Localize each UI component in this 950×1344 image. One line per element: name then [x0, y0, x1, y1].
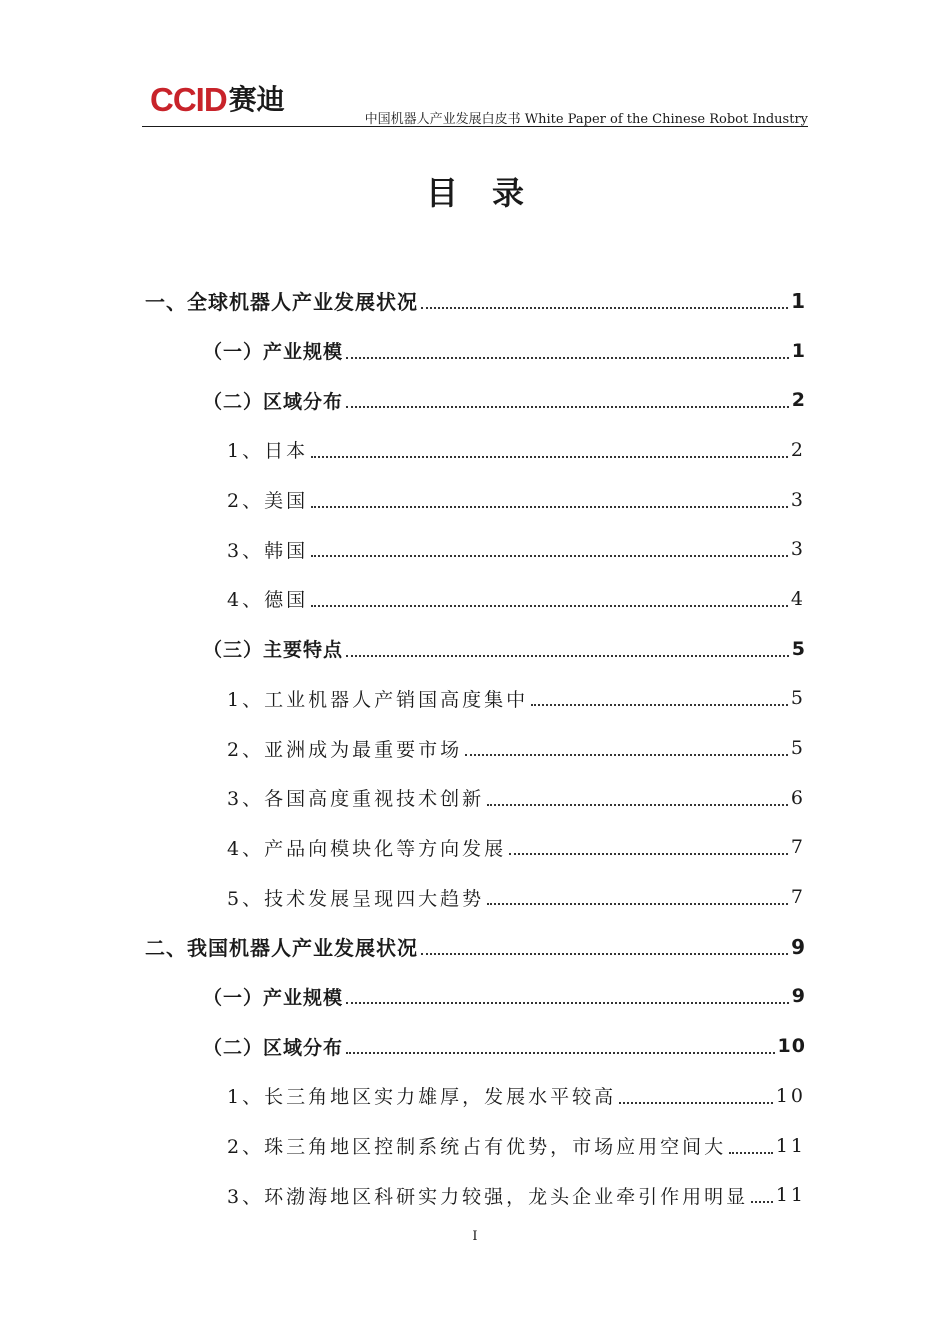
toc-entry[interactable]: [145, 972, 806, 1022]
toc-entry-page: 10: [777, 1035, 806, 1058]
toc-dot-leader: [619, 1102, 773, 1104]
toc-dot-leader: [421, 307, 788, 309]
toc-entry-page: 11: [775, 1184, 806, 1207]
table-of-contents: [145, 276, 806, 1220]
toc-entry[interactable]: [145, 1121, 806, 1171]
toc-entry-page: 7: [790, 836, 806, 859]
toc-entry[interactable]: [145, 773, 806, 823]
toc-entry-label: （二）区域分布: [203, 1036, 344, 1059]
toc-dot-leader: [346, 406, 789, 408]
toc-entry-label: 2、美国: [227, 490, 309, 513]
toc-dot-leader: [729, 1152, 773, 1154]
toc-dot-leader: [346, 357, 789, 359]
toc-dot-leader: [346, 655, 789, 657]
footer-page-number: I: [472, 1229, 478, 1244]
toc-entry-page: 3: [790, 488, 806, 511]
toc-entry-label: （二）区域分布: [203, 390, 344, 413]
toc-entry[interactable]: [145, 1021, 806, 1071]
toc-entry-page: 9: [791, 985, 806, 1008]
toc-entry[interactable]: [145, 823, 806, 873]
toc-entry-label: 3、环渤海地区科研实力较强，龙头企业牵引作用明显: [227, 1185, 749, 1208]
toc-entry-label: 5、技术发展呈现四大趋势: [227, 887, 485, 910]
header-rule: [142, 126, 808, 127]
toc-entry-label: （三）主要特点: [203, 639, 344, 662]
toc-entry[interactable]: [145, 1170, 806, 1220]
toc-dot-leader: [311, 506, 788, 508]
toc-title: 目录: [425, 174, 558, 212]
toc-entry[interactable]: [145, 574, 806, 624]
toc-entry-label: 1、工业机器人产销国高度集中: [227, 688, 529, 711]
toc-entry-page: 1: [791, 288, 806, 313]
toc-entry-page: 3: [790, 538, 806, 561]
toc-entry[interactable]: [145, 922, 806, 972]
toc-dot-leader: [346, 1002, 789, 1004]
toc-dot-leader: [487, 804, 788, 806]
ccid-logo: [150, 82, 285, 118]
toc-entry-page: 2: [790, 438, 806, 461]
toc-entry-label: 2、亚洲成为最重要市场: [227, 738, 463, 761]
toc-entry-page: 5: [791, 637, 806, 660]
toc-dot-leader: [509, 853, 788, 855]
toc-entry-page: 5: [790, 737, 806, 760]
toc-entry-page: 1: [791, 339, 806, 362]
toc-dot-leader: [531, 704, 788, 706]
toc-entry[interactable]: [145, 475, 806, 525]
toc-entry-page: 4: [790, 587, 806, 610]
toc-entry-page: 6: [790, 786, 806, 809]
toc-entry[interactable]: [145, 524, 806, 574]
toc-entry-label: （一）产业规模: [203, 341, 344, 364]
toc-entry-page: 5: [790, 687, 806, 710]
toc-entry[interactable]: [145, 624, 806, 674]
toc-entry[interactable]: [145, 326, 806, 376]
toc-entry-page: 11: [775, 1134, 806, 1157]
toc-entry-label: （一）产业规模: [203, 986, 344, 1009]
toc-entry-page: 10: [775, 1084, 806, 1107]
header-title: 中国机器人产业发展白皮书 White Paper of the Chinese Robot Industry: [364, 112, 808, 127]
toc-entry-page: 2: [791, 389, 806, 412]
toc-dot-leader: [311, 555, 788, 557]
toc-dot-leader: [311, 456, 788, 458]
toc-entry-label: 3、韩国: [227, 539, 309, 562]
toc-entry[interactable]: [145, 375, 806, 425]
toc-dot-leader: [465, 754, 788, 756]
toc-entry-page: 7: [790, 886, 806, 909]
toc-entry-page: 9: [791, 934, 806, 959]
toc-dot-leader: [751, 1201, 773, 1203]
toc-entry[interactable]: [145, 872, 806, 922]
toc-dot-leader: [421, 953, 788, 955]
toc-dot-leader: [487, 903, 788, 905]
toc-entry[interactable]: [145, 723, 806, 773]
toc-entry-label: 4、产品向模块化等方向发展: [227, 837, 507, 860]
logo-chinese-text: 赛迪: [228, 83, 285, 116]
toc-entry[interactable]: [145, 674, 806, 724]
toc-entry-label: 1、长三角地区实力雄厚，发展水平较高: [227, 1086, 617, 1109]
toc-entry-label: 3、各国高度重视技术创新: [227, 788, 485, 811]
toc-entry-label: 2、珠三角地区控制系统占有优势，市场应用空间大: [227, 1136, 727, 1159]
toc-entry[interactable]: [145, 425, 806, 475]
toc-dot-leader: [346, 1052, 775, 1054]
toc-dot-leader: [311, 605, 788, 607]
page-header: [142, 78, 808, 128]
toc-entry-label: 二、我国机器人产业发展状况: [145, 936, 418, 961]
toc-entry[interactable]: [145, 276, 806, 326]
toc-entry-label: 4、德国: [227, 589, 309, 612]
logo-latin-text: CCID: [150, 81, 227, 118]
toc-entry-label: 1、日本: [227, 440, 309, 463]
toc-entry-label: 一、全球机器人产业发展状况: [145, 290, 418, 315]
toc-entry[interactable]: [145, 1071, 806, 1121]
